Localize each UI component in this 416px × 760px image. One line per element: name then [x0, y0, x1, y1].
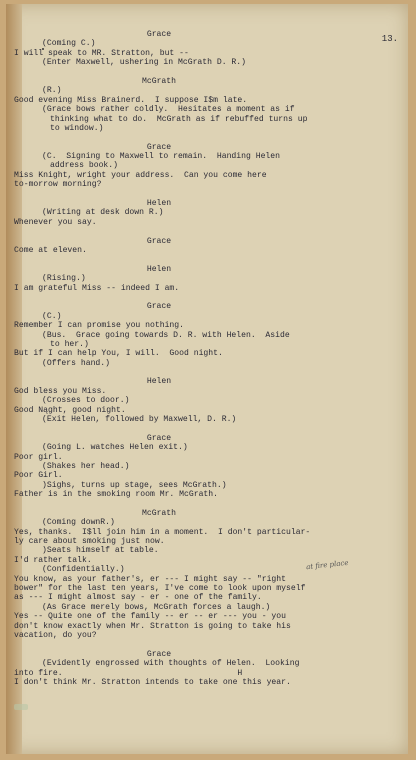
stage-direction: (Writing at desk down R.) [42, 208, 164, 218]
stage-direction: (C. Signing to Maxwell to remain. Handing Helen [42, 152, 280, 162]
blank-line [14, 133, 406, 142]
page-number: 13. [381, 34, 398, 44]
stage-direction: (R.) [42, 86, 62, 96]
dialogue-line: You know, as your father's, er --- I might say -- "right [14, 574, 286, 584]
stage-direction: thinking what to do. McGrath as if rebuffed turns up [50, 114, 308, 124]
stage-direction: )Seats himself at table. [42, 546, 159, 556]
dialogue-line: into fire. H [14, 668, 243, 678]
blank-line [14, 255, 406, 264]
stage-direction: to window.) [50, 123, 104, 133]
script-text [14, 30, 406, 687]
stage-direction: (Shakes her head.) [42, 461, 130, 471]
dialogue-line: Remember I can promise you nothing. [14, 321, 184, 331]
stage-direction: (Evidently engrossed with thoughts of Helen. Looking [42, 659, 300, 669]
stage-direction: (Offers hand.) [42, 358, 110, 368]
dialogue-line: don't know exactly when Mr. Stratton is going to take his [14, 621, 291, 631]
stage-direction: (Crosses to door.) [42, 396, 130, 406]
blank-line [14, 368, 406, 377]
dialogue-line: as --- I might almost say - er - one of the family. [14, 593, 262, 603]
dialogue-line: I don't think Mr. Stratton intends to take one this year. [14, 677, 291, 687]
dialogue-line: Yes, thanks. I$ll join him in a moment. I don't particular- [14, 527, 311, 537]
stage-direction: (As Grace merely bows, McGrath forces a laugh.) [42, 602, 271, 612]
stage-direction: (Rising.) [42, 274, 86, 284]
blank-line [14, 424, 406, 433]
blank-line [14, 640, 406, 649]
dialogue-line: Yes -- Quite one of the family -- er -- er --- you - you [14, 612, 286, 622]
dialogue-line: I am grateful Miss -- indeed I am. [14, 283, 180, 293]
speaker-name: Helen [146, 264, 172, 274]
blank-line [14, 227, 406, 236]
speaker-name: Grace [146, 236, 172, 246]
stage-direction: (Going L. watches Helen exit.) [42, 443, 188, 453]
blank-line [14, 190, 406, 199]
speaker-name: Grace [146, 433, 172, 443]
blank-line [14, 500, 406, 509]
dialogue-line: to-morrow morning? [14, 180, 102, 190]
dialogue-line: vacation, do you? [14, 631, 97, 640]
dialogue-line: Good Nąght, good night. [14, 405, 126, 415]
stage-direction: (Confidentially.) [42, 565, 125, 575]
dialogue-line: Poor Girl. [14, 471, 63, 481]
blank-line [14, 68, 406, 77]
dialogue-line: Good evening Miss Brainerd. I suppose I$m late. [14, 95, 248, 105]
handwritten-note: at fire place [305, 558, 349, 572]
speaker-name: McGrath [142, 76, 176, 86]
dialogue-line: Miss Knight, wright your address. Can you come here [14, 170, 267, 180]
speaker-name: Grace [146, 30, 172, 39]
stage-direction: to her.) [50, 339, 89, 349]
dialogue-line: I'd rather talk. [14, 555, 92, 565]
dialogue-line: God bless you Miss. [14, 386, 107, 396]
stage-direction: (Exit Helen, followed by Maxwell, D. R.) [42, 415, 237, 425]
stage-direction: (Enter Maxwell, ushering in McGrath D. R.) [42, 58, 246, 68]
stage-direction: )Sighs, turns up stage, sees McGrath.) [42, 480, 227, 490]
dialogue-line: Whenever you say. [14, 217, 97, 227]
speaker-name: Grace [146, 649, 172, 659]
dialogue-line: Come at eleven. [14, 245, 87, 255]
speaker-name: Grace [146, 302, 172, 312]
speaker-name: Helen [146, 199, 172, 209]
speaker-name: Helen [146, 377, 172, 387]
ink-smudge [14, 704, 28, 710]
stage-direction: (C.) [42, 311, 62, 321]
stage-direction: (Grace bows rather coldly. Hesitates a moment as if [42, 105, 295, 115]
dialogue-line: But if I can help You, I will. Good night. [14, 349, 223, 359]
dialogue-line: I will speak to MR. Stratton, but -- [14, 48, 189, 58]
dialogue-line: bower" for the last ten years, I've come to look upon myself [14, 584, 306, 594]
speaker-name: Grace [146, 142, 172, 152]
blank-line [14, 293, 406, 302]
dialogue-line: ly care about smoking just now. [14, 537, 165, 547]
dialogue-line: Father is in the smoking room Mr. McGrath. [14, 490, 218, 500]
script-page [6, 4, 408, 754]
stage-direction: (Coming C.) [42, 39, 96, 49]
stage-direction: address book.) [50, 161, 118, 171]
stage-direction: (Coming downR.) [42, 518, 115, 528]
stage-direction: (Bus. Grace going towards D. R. with Helen. Aside [42, 330, 290, 340]
speaker-name: McGrath [142, 508, 176, 518]
dialogue-line: Poor girl. [14, 452, 63, 462]
